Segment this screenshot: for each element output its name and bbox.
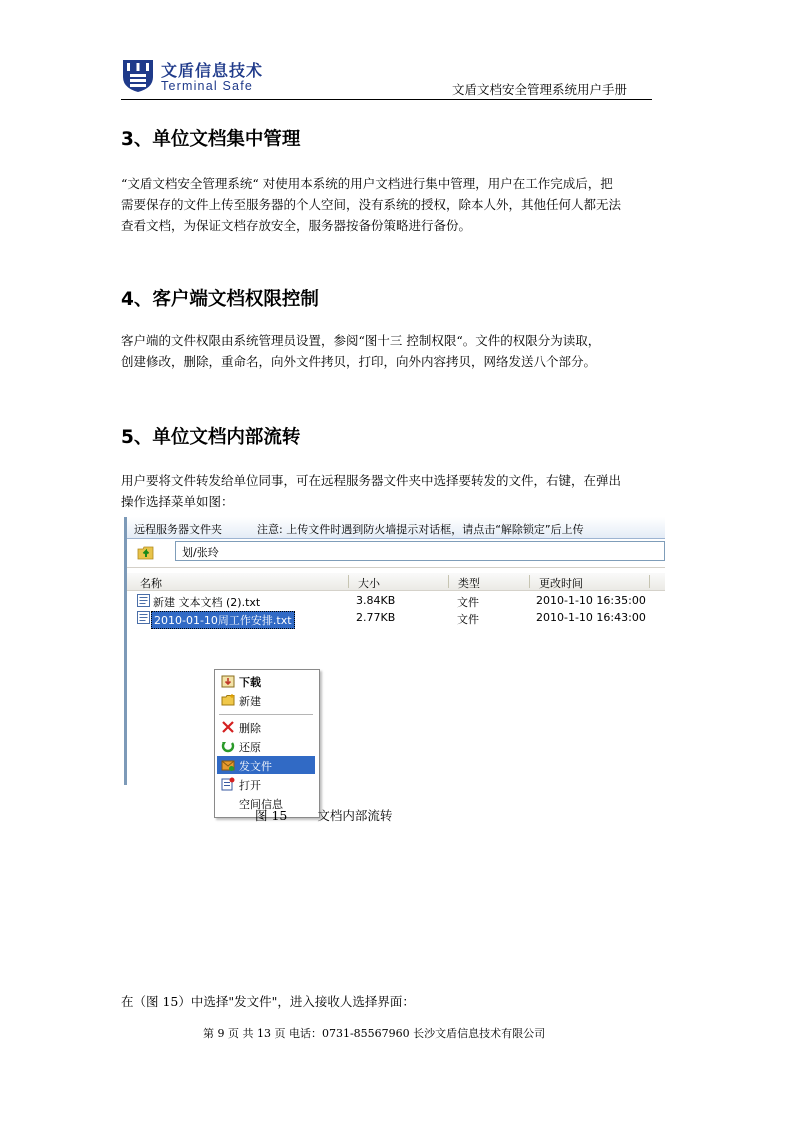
restore-icon [221,739,235,753]
section-heading: 3、单位文档集中管理 [121,129,301,150]
remote-folder-screenshot [124,517,665,811]
open-file-icon [221,777,235,791]
company-logo [121,55,271,97]
file-name: 新建 文本文档 (2).txt [153,596,261,609]
file-size: 3.84KB [356,594,396,607]
menu-item-open[interactable] [217,775,315,793]
section-heading: 4、客户端文档权限控制 [121,289,319,310]
paragraph-line: 用户要将文件转发给单位同事，可在远程服务器文件夹中选择要转发的文件，右键，在弹出 [121,473,622,488]
file-list [127,567,665,811]
paragraph-line: “文盾文档安全管理系统“ 对使用本系统的用户文档进行集中管理，用户在工作完成后，把 [121,176,613,191]
column-size[interactable]: 大小 [358,577,380,590]
section-paragraph [121,470,676,512]
header-divider [121,99,652,100]
file-row-selected[interactable] [127,610,665,626]
menu-label: 发文件 [239,760,272,773]
manual-title: 文盾文档安全管理系统用户手册 [452,82,628,97]
section-paragraph [121,330,676,372]
menu-item-send-file[interactable] [217,756,315,774]
file-size: 2.77KB [356,611,396,624]
shield-logo-icon [121,57,155,93]
logo-chinese-text: 文盾信息技术 [161,61,264,80]
file-modified: 2010-1-10 16:35:00 [536,594,646,607]
section-heading: 5、单位文档内部流转 [121,427,301,448]
menu-label: 空间信息 [239,798,283,811]
column-divider [448,575,449,588]
after-figure-text: 在（图 15）中选择"发文件"，进入接收人选择界面： [121,994,415,1009]
send-file-icon [221,758,235,772]
column-divider [529,575,530,588]
window-titlebar [127,517,665,539]
new-folder-icon [221,693,235,707]
column-divider [348,575,349,588]
menu-label: 还原 [239,741,261,754]
paragraph-line: 操作选择菜单如图： [121,494,234,509]
up-folder-icon[interactable] [137,544,155,560]
menu-item-delete[interactable] [217,718,315,736]
file-name: 2010-01-10周工作安排.txt [151,611,295,629]
figure-number: 图 15 [255,808,288,823]
file-modified: 2010-1-10 16:43:00 [536,611,646,624]
text-file-icon [137,611,150,624]
column-modified[interactable]: 更改时间 [539,577,583,590]
upload-note: 注意: 上传文件时遇到防火墙提示对话框，请点击“解除锁定”后上传 [257,523,584,536]
file-type: 文件 [457,613,479,626]
path-bar [127,539,665,565]
column-name[interactable]: 名称 [140,577,162,590]
menu-item-download[interactable] [217,672,315,690]
paragraph-line: 客户端的文件权限由系统管理员设置，参阅“图十三 控制权限“。文件的权限分为读取， [121,333,601,348]
file-row[interactable] [127,593,665,609]
menu-separator [219,714,313,715]
context-menu [214,669,320,818]
menu-label: 新建 [239,695,261,708]
path-input[interactable]: 划/张玲 [175,541,665,561]
delete-x-icon [221,720,235,734]
menu-item-restore[interactable] [217,737,315,755]
file-type: 文件 [457,596,479,609]
column-divider [649,575,650,588]
page-footer: 第 9 页 共 13 页 电话：0731-85567960 长沙文盾信息技术有限公司 [203,1027,546,1040]
menu-label: 下载 [239,676,261,689]
paragraph-line: 需要保存的文件上传至服务器的个人空间，没有系统的授权，除本人外，其他任何人都无法 [121,197,622,212]
column-type[interactable]: 类型 [458,577,480,590]
text-file-icon [137,594,150,607]
logo-english-text: Terminal Safe [161,79,254,93]
column-header-row [127,573,665,591]
section-paragraph [121,173,676,236]
paragraph-line: 查看文档，为保证文档存放安全，服务器按备份策略进行备份。 [121,218,472,233]
window-title: 远程服务器文件夹 [134,523,222,536]
figure-title: 文档内部流转 [317,808,393,823]
menu-label: 打开 [239,779,261,792]
menu-item-new[interactable] [217,691,315,709]
paragraph-line: 创建修改，删除，重命名，向外文件拷贝，打印，向外内容拷贝，网络发送八个部分。 [121,354,597,369]
figure-caption [255,806,392,824]
download-icon [221,674,235,688]
menu-label: 删除 [239,722,261,735]
